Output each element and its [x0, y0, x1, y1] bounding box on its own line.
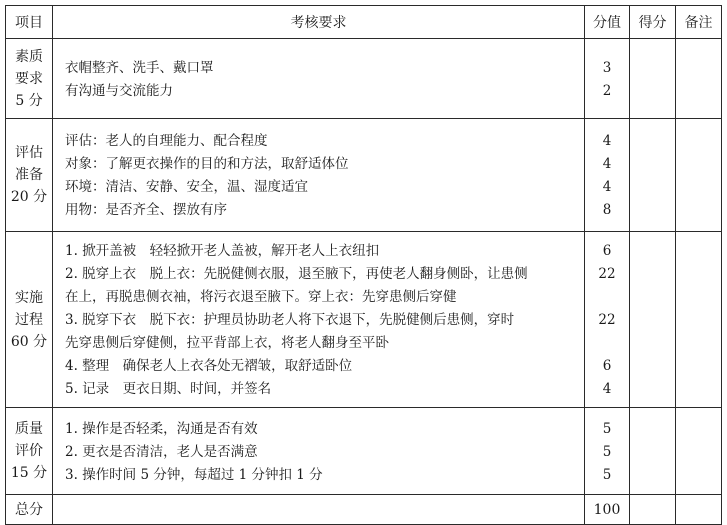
- header-score: 得分: [630, 6, 676, 39]
- section-row-quality: [6, 39, 722, 119]
- total-remarks-cell[interactable]: [676, 495, 722, 525]
- header-points: 分值: [585, 6, 630, 39]
- score-cell[interactable]: [630, 408, 676, 495]
- section-row-evaluation: [6, 408, 722, 495]
- total-points: 100: [585, 495, 630, 525]
- category-cell: 评估 准备 20 分: [6, 119, 53, 232]
- section-row-assessment: [6, 119, 722, 232]
- requirements-cell: 1. 掀开盖被 轻轻掀开老人盖被，解开老人上衣纽扣 2. 脱穿上衣 脱上衣：先脱健侧衣服，退至腋下，再使老人翻身侧卧，让患侧 在上，再脱患侧衣袖，将污衣退至腋下。穿上衣：先穿患侧后穿健 3. 脱穿下衣 脱下衣：护理员协助老人将下衣退下，先脱健侧后患侧，穿时 先穿患侧后穿健侧，拉平背部上衣，将老人翻身至平卧 4. 整理 确保老人上衣各处无褶皱，取舒适卧位 5. 记录 更衣日期、时间，并签名: [53, 232, 585, 408]
- requirements-cell: 1. 操作是否轻柔，沟通是否有效 2. 更衣是否清洁，老人是否满意 3. 操作时间 5 分钟，每超过 1 分钟扣 1 分: [53, 408, 585, 495]
- remarks-cell[interactable]: [676, 232, 722, 408]
- remarks-cell[interactable]: [676, 408, 722, 495]
- header-item: 项目: [6, 6, 53, 39]
- score-cell[interactable]: [630, 232, 676, 408]
- score-cell[interactable]: [630, 119, 676, 232]
- remarks-cell[interactable]: [676, 119, 722, 232]
- total-label: 总分: [6, 495, 53, 525]
- header-requirements: 考核要求: [53, 6, 585, 39]
- score-cell[interactable]: [630, 39, 676, 119]
- total-row: [6, 495, 722, 525]
- total-requirements-cell: [53, 495, 585, 525]
- category-cell: 素质 要求 5 分: [6, 39, 53, 119]
- section-row-procedure: [6, 232, 722, 408]
- points-cell: 4 4 4 8: [585, 119, 630, 232]
- header-remarks: 备注: [676, 6, 722, 39]
- points-cell: 6 22 22 6 4: [585, 232, 630, 408]
- requirements-cell: 衣帽整齐、洗手、戴口罩 有沟通与交流能力: [53, 39, 585, 119]
- points-cell: 3 2: [585, 39, 630, 119]
- points-cell: 5 5 5: [585, 408, 630, 495]
- assessment-table: [5, 5, 722, 525]
- category-cell: 实施 过程 60 分: [6, 232, 53, 408]
- total-score-cell[interactable]: [630, 495, 676, 525]
- header-row: [6, 6, 722, 39]
- category-cell: 质量 评价 15 分: [6, 408, 53, 495]
- requirements-cell: 评估：老人的自理能力、配合程度 对象：了解更衣操作的目的和方法，取舒适体位 环境：清洁、安静、安全，温、湿度适宜 用物：是否齐全、摆放有序: [53, 119, 585, 232]
- remarks-cell[interactable]: [676, 39, 722, 119]
